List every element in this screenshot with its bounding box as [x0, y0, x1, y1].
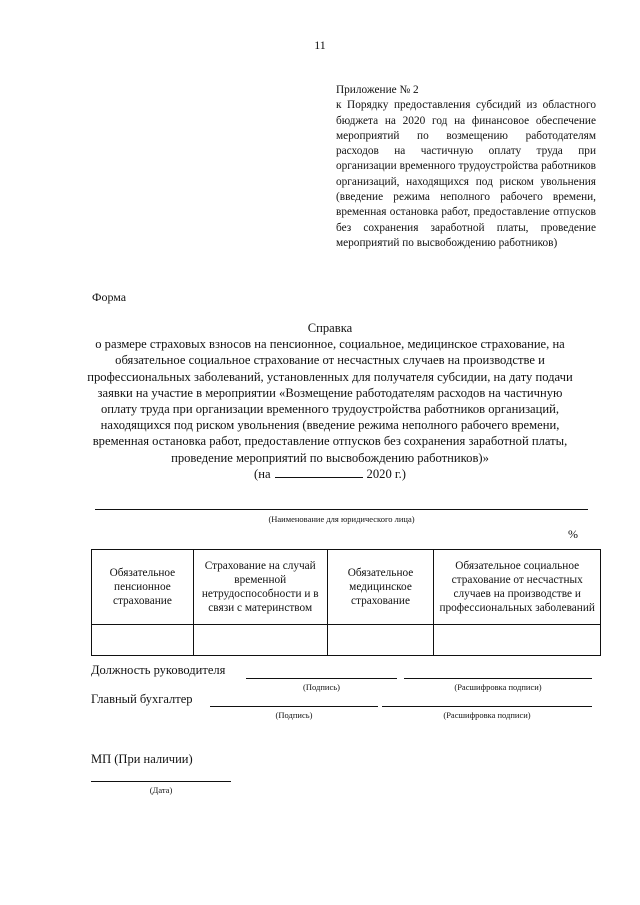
accountant-signature-caption: (Подпись) — [275, 710, 313, 720]
accountant-signature-line[interactable] — [210, 706, 378, 707]
cell-temporary-disability[interactable] — [193, 625, 327, 656]
annex-body: к Порядку предоставления субсидий из областного бюджета на 2020 год на финансовое обеспечение мероприятий по возмещению работодателям расходов на частичную оплату труда при организации временного трудоустройства работников организаций, находящихся под риском увольнения (введение режима неполного рабочего времени, временная остановка работ, предоставление отпусков без сохранения заработной платы, проведение мероприятий по высвобождению работников) — [336, 99, 596, 249]
table-header-row — [92, 550, 601, 625]
header-temporary-disability: Страхование на случай временной нетрудоспособности и в связи с материнством — [193, 550, 327, 625]
header-pension: Обязательное пенсионное страхование — [92, 550, 194, 625]
date-prefix: (на — [254, 466, 271, 481]
certificate-description: о размере страховых взносов на пенсионное, социальное, медицинское страхование, на обязательное социальное страхование от несчастных случаев на производстве и профессиональных заболеваний, установленных для получателя субсидии, на дату подачи заявки на участие в мероприятии «Возмещение работодателям расходов на частичную оплату труда при организации временного трудоустройства работников организаций, находящихся под риском увольнения (введение режима неполного рабочего времени, временная остановка работ, предоставление отпусков без сохранения заработной платы, проведение мероприятий по высвобождению работников)» — [87, 337, 573, 465]
percent-sign: % — [568, 527, 578, 541]
date-suffix: 2020 г.) — [366, 466, 406, 481]
certificate-date-line — [80, 466, 580, 482]
form-label: Форма — [92, 290, 127, 304]
cell-pension[interactable] — [92, 625, 194, 656]
head-decode-caption: (Расшифровка подписи) — [454, 682, 542, 692]
cell-accident-insurance[interactable] — [434, 625, 601, 656]
certificate-title: Справка — [307, 321, 353, 335]
head-position-label: Должность руководителя — [91, 663, 226, 677]
head-signature-decode-line[interactable] — [404, 678, 592, 679]
date-blank[interactable] — [275, 466, 363, 478]
header-accident-insurance: Обязательное социальное страхование от несчастных случаев на производстве и профессиональных заболеваний — [434, 550, 601, 625]
head-signature-caption: (Подпись) — [303, 682, 340, 692]
contribution-rates-table — [91, 549, 601, 656]
head-signature-line[interactable] — [246, 678, 397, 679]
annex-title: Приложение № 2 — [336, 84, 419, 96]
table-row — [92, 625, 601, 656]
page-number: 11 — [314, 38, 326, 52]
accountant-decode-caption: (Расшифровка подписи) — [443, 710, 531, 720]
organization-name-caption: (Наименование для юридического лица) — [268, 514, 415, 524]
date-caption: (Дата) — [149, 785, 173, 795]
cell-medical[interactable] — [327, 625, 434, 656]
organization-name-line[interactable] — [95, 509, 588, 510]
date-signature-line[interactable] — [91, 781, 231, 782]
accountant-signature-decode-line[interactable] — [382, 706, 592, 707]
chief-accountant-label: Главный бухгалтер — [91, 692, 193, 706]
stamp-label: МП (При наличии) — [91, 752, 193, 766]
header-medical: Обязательное медицинское страхование — [327, 550, 434, 625]
certificate-heading — [80, 320, 580, 482]
annex-block — [336, 83, 596, 251]
